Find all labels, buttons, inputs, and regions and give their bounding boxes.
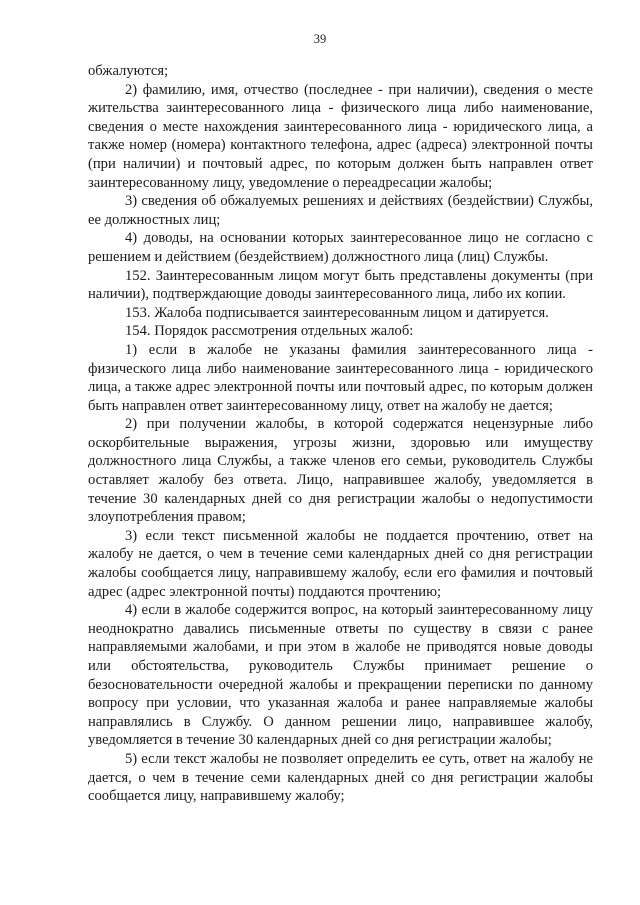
paragraph: 152. Заинтересованным лицом могут быть представлены документы (при наличии), подтверждающие доводы заинтересованного лица, либо их копии. (88, 267, 593, 303)
paragraph: 3) сведения об обжалуемых решениях и действиях (бездействии) Службы, ее должностных лиц; (88, 193, 593, 228)
paragraph: 154. Порядок рассмотрения отдельных жалоб: (125, 323, 414, 340)
paragraph: обжалуются; (88, 63, 169, 79)
document-body (88, 62, 593, 806)
paragraph: 2) при получении жалобы, в которой содержатся нецензурные либо оскорбительные выражения, угрозы жизни, здоровью или имуществу должностного лица Службы, а также членов его семьи, руководитель Службы оставляет жалобу без ответа. Лицо, направившее жалобу, уведомляется в течение 30 календарных дней со дня регистрации жалобы о недопустимости злоупотребления правом; (88, 416, 593, 526)
paragraph: 4) если в жалобе содержится вопрос, на который заинтересованному лицу неоднократно давались письменные ответы по существу в связи с ранее направляемыми жалобами, и при этом в жалобе не приводятся новые доводы или обстоятельства, руководитель Службы принимает решение о безосновательности очередной жалобы и прекращении переписки по данному вопросу при условии, что указанная жалоба и ранее направляемые жалобы направлялись в Службу. О данном решении лицо, направившее жалобу, уведомляется в течение 30 календарных дней со дня регистрации жалобы; (88, 602, 593, 749)
paragraph: 153. Жалоба подписывается заинтересованным лицом и датируется. (125, 304, 549, 321)
paragraph: 2) фамилию, имя, отчество (последнее - при наличии), сведения о месте жительства заинтересованного лица - физического лица либо наименование, сведения о месте нахождения заинтересованного лица - юридического лица, а также номер (номера) контактного телефона, адрес (адреса) электронной почты (при наличии) и почтовый адрес, по которым должен быть направлен ответ заинтересованному лицу, уведомление о переадресации жалобы; (88, 81, 593, 191)
paragraph: 3) если текст письменной жалобы не поддается прочтению, ответ на жалобу не дается, о чем в течение семи календарных дней со дня регистрации жалобы сообщается лицу, направившему жалобу, если его фамилия и почтовый адрес (адрес электронной почты) поддаются прочтению; (88, 527, 593, 600)
paragraph: 5) если текст жалобы не позволяет определить ее суть, ответ на жалобу не дается, о чем в течение семи календарных дней со дня регистрации жалобы сообщается лицу, направившему жалобу; (88, 750, 593, 805)
paragraph: 4) доводы, на основании которых заинтересованное лицо не согласно с решением и действием (бездействием) должностного лица (лиц) Службы. (88, 230, 593, 265)
page-number: 39 (313, 32, 327, 46)
paragraph: 1) если в жалобе не указаны фамилия заинтересованного лица - физического лица либо наименование заинтересованного лица - юридического лица, а также адрес электронной почты или почтовый адрес, по которым должен быть направлен ответ заинтересованному лицу, ответ на жалобу не дается; (88, 341, 593, 414)
